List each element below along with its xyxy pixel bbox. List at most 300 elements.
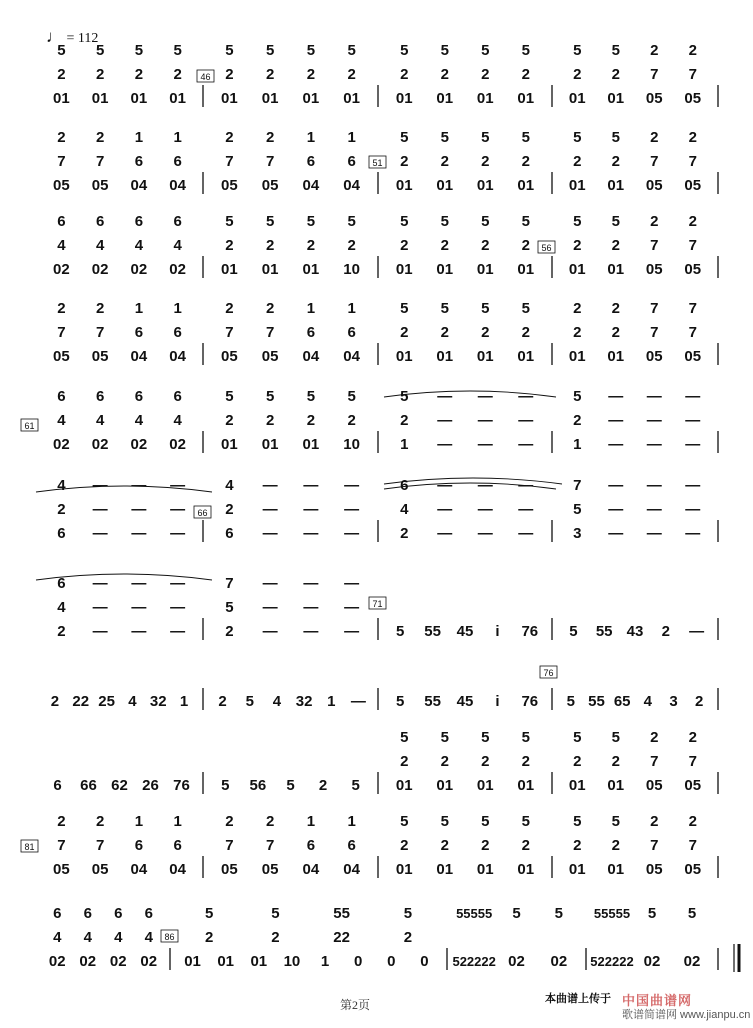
jianpu-note: 5 xyxy=(521,813,530,830)
jianpu-note: 4 xyxy=(57,599,66,616)
jianpu-note: 2 xyxy=(57,623,66,640)
site-url: 歌谱简谱网 www.jianpu.cn xyxy=(622,1009,751,1021)
jianpu-note: — xyxy=(608,525,624,542)
jianpu-note: 2 xyxy=(573,66,582,83)
jianpu-note: 2 xyxy=(50,693,60,710)
jianpu-note: 2 xyxy=(400,412,409,429)
jianpu-note: 5 xyxy=(221,777,230,794)
jianpu-note: 2 xyxy=(400,66,409,83)
jianpu-note: 01 xyxy=(607,861,625,878)
jianpu-note: — xyxy=(262,477,278,494)
jianpu-note: 1 xyxy=(173,300,182,317)
rehearsal-number: 66 xyxy=(197,508,208,518)
jianpu-note: 05 xyxy=(221,177,238,194)
jianpu-note: 02 xyxy=(683,953,701,970)
jianpu-note: 62 xyxy=(111,777,128,794)
jianpu-note: 01 xyxy=(476,777,494,794)
jianpu-note: 2 xyxy=(400,324,409,341)
jianpu-note: 5 xyxy=(521,129,530,146)
jianpu-note: 76 xyxy=(521,693,539,710)
jianpu-note: 7 xyxy=(688,324,697,341)
jianpu-note: 2 xyxy=(688,42,697,59)
jianpu-note: 2 xyxy=(573,412,582,429)
jianpu-note: 6 xyxy=(347,153,356,170)
jianpu-note: 2 xyxy=(347,412,356,429)
jianpu-note: 5 xyxy=(347,42,356,59)
jianpu-note: 05 xyxy=(261,861,279,878)
jianpu-note: 01 xyxy=(568,177,586,194)
jianpu-note: 2 xyxy=(173,66,182,83)
jianpu-note: 2 xyxy=(573,324,582,341)
jianpu-note: 3 xyxy=(669,693,678,710)
jianpu-note: 7 xyxy=(650,324,659,341)
jianpu-note: 01 xyxy=(221,261,238,278)
jianpu-note: 01 xyxy=(436,90,454,107)
jianpu-note: — xyxy=(608,412,624,429)
jianpu-note: 6 xyxy=(173,213,182,230)
jianpu-note: 5 xyxy=(400,388,409,405)
jianpu-note: — xyxy=(92,477,108,494)
jianpu-note: 01 xyxy=(436,348,454,365)
jianpu-note: 2 xyxy=(95,813,105,830)
jianpu-note: 01 xyxy=(436,261,454,278)
jianpu-note: 2 xyxy=(57,129,66,146)
jianpu-note: 05 xyxy=(91,177,109,194)
jianpu-note: 2 xyxy=(57,300,66,317)
jianpu-note: 0 xyxy=(354,953,363,970)
jianpu-note: — xyxy=(685,412,701,429)
jianpu-note: 2 xyxy=(225,300,234,317)
jianpu-note: 2 xyxy=(400,237,409,254)
jianpu-note: 55555 xyxy=(456,906,493,921)
jianpu-note: 02 xyxy=(169,436,186,453)
jianpu-note: 5 xyxy=(440,213,449,230)
jianpu-note: — xyxy=(685,525,701,542)
jianpu-note: 1 xyxy=(347,129,356,146)
jianpu-note: — xyxy=(608,388,624,405)
jianpu-note: 6 xyxy=(173,837,182,854)
jianpu-note: 5 xyxy=(347,213,356,230)
jianpu-note: 2 xyxy=(225,66,234,83)
jianpu-note: — xyxy=(262,501,278,518)
jianpu-note: 01 xyxy=(517,348,535,365)
jianpu-note: 02 xyxy=(140,953,158,970)
jianpu-note: 5 xyxy=(265,388,275,405)
jianpu-note: 2 xyxy=(650,42,659,59)
rehearsal-mark xyxy=(540,666,557,678)
jianpu-note: 7 xyxy=(95,324,105,341)
jianpu-note: — xyxy=(170,599,186,616)
jianpu-note: — xyxy=(131,599,147,616)
jianpu-note: 4 xyxy=(95,412,105,429)
rehearsal-number: 71 xyxy=(372,599,383,609)
jianpu-note: 7 xyxy=(688,300,697,317)
jianpu-note: 2 xyxy=(650,813,659,830)
jianpu-note: 05 xyxy=(684,261,702,278)
jianpu-note: 2 xyxy=(611,153,620,170)
jianpu-note: 2 xyxy=(694,693,704,710)
jianpu-note: — xyxy=(608,501,624,518)
jianpu-note: 5 xyxy=(573,813,582,830)
jianpu-note: 2 xyxy=(650,129,659,146)
jianpu-note: 2 xyxy=(661,623,670,640)
jianpu-note: 01 xyxy=(395,861,413,878)
jianpu-note: 6 xyxy=(173,153,182,170)
jianpu-note: — xyxy=(477,477,493,494)
jianpu-note: 2 xyxy=(95,300,105,317)
jianpu-note: 05 xyxy=(53,177,70,194)
jianpu-note: — xyxy=(92,575,108,592)
jianpu-note: 2 xyxy=(688,729,697,746)
jianpu-note: — xyxy=(685,477,701,494)
jianpu-note: 01 xyxy=(250,953,268,970)
page-number: 第2页 xyxy=(340,998,371,1012)
jianpu-note: 4 xyxy=(57,477,66,494)
jianpu-note: 5 xyxy=(521,729,530,746)
jianpu-note: 1 xyxy=(400,436,409,453)
jianpu-note: — xyxy=(477,388,493,405)
jianpu-note: — xyxy=(170,477,186,494)
jianpu-note: 7 xyxy=(688,237,697,254)
jianpu-note: 01 xyxy=(343,90,360,107)
jianpu-note: — xyxy=(262,623,278,640)
jianpu-note: 6 xyxy=(134,324,144,341)
jianpu-note: 5 xyxy=(481,300,490,317)
jianpu-note: i xyxy=(495,693,500,710)
jianpu-note: — xyxy=(262,599,278,616)
jianpu-note: — xyxy=(646,525,662,542)
jianpu-note: 2 xyxy=(611,237,620,254)
jianpu-note: 6 xyxy=(400,477,409,494)
jianpu-note: 5 xyxy=(400,213,409,230)
jianpu-note: 04 xyxy=(302,348,320,365)
jianpu-note: 05 xyxy=(645,177,663,194)
jianpu-note: 04 xyxy=(130,861,148,878)
rehearsal-mark xyxy=(369,156,386,168)
jianpu-note: 5 xyxy=(481,729,490,746)
jianpu-note: 76 xyxy=(173,777,190,794)
jianpu-note: 5 xyxy=(573,42,582,59)
jianpu-note: 01 xyxy=(568,348,586,365)
jianpu-note: 2 xyxy=(440,66,449,83)
jianpu-note: 01 xyxy=(517,177,535,194)
jianpu-note: — xyxy=(131,623,147,640)
jianpu-note: 5 xyxy=(440,42,449,59)
jianpu-note: 5 xyxy=(271,905,280,922)
jianpu-note: 02 xyxy=(53,261,70,278)
jianpu-note: 2 xyxy=(688,813,697,830)
jianpu-note: 6 xyxy=(225,525,234,542)
jianpu-note: 43 xyxy=(626,623,644,640)
jianpu-note: 4 xyxy=(643,693,653,710)
jianpu-note: 01 xyxy=(302,90,320,107)
jianpu-note: 5 xyxy=(400,729,409,746)
jianpu-note: 2 xyxy=(95,66,105,83)
jianpu-note: 01 xyxy=(476,861,494,878)
jianpu-note: 2 xyxy=(271,929,280,946)
jianpu-note: — xyxy=(344,501,360,518)
jianpu-note: 02 xyxy=(48,953,66,970)
jianpu-note: 01 xyxy=(395,777,413,794)
rehearsal-mark xyxy=(197,70,214,82)
jianpu-note: 01 xyxy=(476,90,494,107)
jianpu-note: 22 xyxy=(72,693,90,710)
jianpu-note: 04 xyxy=(343,861,360,878)
jianpu-note: 1 xyxy=(347,813,356,830)
jianpu-note: — xyxy=(170,525,186,542)
jianpu-note: 05 xyxy=(645,261,663,278)
jianpu-note: 01 xyxy=(184,953,201,970)
jianpu-note: 5 xyxy=(521,42,530,59)
jianpu-note: 5 xyxy=(573,388,582,405)
jianpu-note: 2 xyxy=(204,929,214,946)
jianpu-note: 2 xyxy=(225,813,234,830)
jianpu-note: — xyxy=(608,436,624,453)
jianpu-note: 1 xyxy=(320,953,330,970)
jianpu-note: 5 xyxy=(245,693,254,710)
rehearsal-number: 56 xyxy=(541,243,552,253)
jianpu-note: 2 xyxy=(481,153,490,170)
jianpu-note: 5 xyxy=(396,623,405,640)
jianpu-note: 05 xyxy=(221,861,238,878)
jianpu-note: 4 xyxy=(57,412,66,429)
rehearsal-number: 51 xyxy=(372,158,383,168)
jianpu-note: 05 xyxy=(91,861,109,878)
jianpu-note: 01 xyxy=(568,90,586,107)
jianpu-note: 04 xyxy=(343,348,360,365)
jianpu-note: 5 xyxy=(306,42,316,59)
jianpu-note: 2 xyxy=(306,412,316,429)
jianpu-note: 6 xyxy=(57,525,66,542)
jianpu-note: 5 xyxy=(521,213,530,230)
jianpu-note: 5 xyxy=(225,42,234,59)
jianpu-note: 26 xyxy=(142,777,159,794)
jianpu-note: 7 xyxy=(265,837,275,854)
jianpu-note: 32 xyxy=(149,693,167,710)
jianpu-note: 6 xyxy=(114,905,123,922)
jianpu-note: 01 xyxy=(476,177,494,194)
jianpu-note: — xyxy=(437,501,453,518)
jianpu-note: 2 xyxy=(400,837,409,854)
jianpu-note: — xyxy=(131,525,147,542)
jianpu-note: 5 xyxy=(265,213,275,230)
tempo-marking xyxy=(46,27,98,47)
jianpu-note: 1 xyxy=(347,300,356,317)
jianpu-note: — xyxy=(477,525,493,542)
jianpu-note: 6 xyxy=(306,324,316,341)
jianpu-note: 7 xyxy=(650,300,659,317)
jianpu-note: 4 xyxy=(57,237,66,254)
jianpu-note: 1 xyxy=(134,129,144,146)
jianpu-note: 2 xyxy=(400,525,409,542)
jianpu-note: 01 xyxy=(517,90,535,107)
jianpu-note: 01 xyxy=(221,90,238,107)
jianpu-note: 05 xyxy=(91,348,109,365)
jianpu-note: 01 xyxy=(53,90,70,107)
jianpu-note: 2 xyxy=(440,324,449,341)
jianpu-note: — xyxy=(685,436,701,453)
jianpu-note: — xyxy=(437,436,453,453)
jianpu-note: 2 xyxy=(440,237,449,254)
jianpu-note: 0 xyxy=(387,953,396,970)
jianpu-note: 2 xyxy=(440,753,449,770)
jianpu-note: 01 xyxy=(261,261,279,278)
jianpu-note: 2 xyxy=(265,412,275,429)
jianpu-note: 2 xyxy=(481,753,490,770)
jianpu-note: — xyxy=(170,623,186,640)
jianpu-note: 2 xyxy=(521,324,530,341)
jianpu-note: 5 xyxy=(225,213,234,230)
jianpu-note: 5 xyxy=(566,693,576,710)
jianpu-note: 5 xyxy=(400,813,409,830)
jianpu-note: 6 xyxy=(173,324,182,341)
jianpu-note: 5 xyxy=(440,813,449,830)
jianpu-note: 7 xyxy=(57,324,66,341)
jianpu-note: 55 xyxy=(424,693,441,710)
jianpu-note: 5 xyxy=(611,42,620,59)
jianpu-note: 2 xyxy=(57,501,66,518)
jianpu-note: 4 xyxy=(173,412,182,429)
jianpu-note: 10 xyxy=(283,953,301,970)
jianpu-note: 7 xyxy=(265,153,275,170)
jianpu-note: 5 xyxy=(481,813,490,830)
jianpu-note: 5 xyxy=(573,129,582,146)
jianpu-note: 5 xyxy=(647,905,657,922)
jianpu-note: 2 xyxy=(134,66,144,83)
jianpu-note: 1 xyxy=(573,436,582,453)
jianpu-note: 6 xyxy=(53,905,62,922)
jianpu-note: 05 xyxy=(684,90,702,107)
jianpu-note: 5 xyxy=(440,729,449,746)
jianpu-note: 01 xyxy=(395,90,413,107)
jianpu-note: 04 xyxy=(302,861,320,878)
jianpu-note: 2 xyxy=(521,753,530,770)
jianpu-note: 01 xyxy=(91,90,109,107)
jianpu-note: 2 xyxy=(440,837,449,854)
jianpu-note: 7 xyxy=(688,837,697,854)
jianpu-note: 2 xyxy=(57,813,66,830)
jianpu-note: 01 xyxy=(302,436,320,453)
jianpu-note: 2 xyxy=(265,66,275,83)
jianpu-note: 02 xyxy=(643,953,661,970)
jianpu-note: 6 xyxy=(57,575,66,592)
jianpu-note: 6 xyxy=(134,837,144,854)
jianpu-note: 7 xyxy=(650,153,659,170)
jianpu-note: 7 xyxy=(95,837,105,854)
jianpu-note: 5 xyxy=(512,905,521,922)
jianpu-note: 01 xyxy=(436,777,454,794)
jianpu-note: 02 xyxy=(53,436,70,453)
jianpu-note: 01 xyxy=(395,348,413,365)
jianpu-note: — xyxy=(92,599,108,616)
jianpu-note: — xyxy=(518,388,534,405)
jianpu-note: 3 xyxy=(573,525,582,542)
jianpu-note: 02 xyxy=(91,436,109,453)
jianpu-note: 5 xyxy=(225,388,234,405)
jianpu-note: 5 xyxy=(573,729,582,746)
jianpu-note: 5 xyxy=(286,777,295,794)
rehearsal-number: 46 xyxy=(200,72,211,82)
jianpu-note: 01 xyxy=(221,436,238,453)
jianpu-note: 6 xyxy=(134,388,144,405)
jianpu-note: 05 xyxy=(645,777,663,794)
jianpu-note: 5 xyxy=(611,813,620,830)
jianpu-note: 0 xyxy=(420,953,429,970)
rehearsal-number: 61 xyxy=(24,421,35,431)
jianpu-note: 2 xyxy=(481,837,490,854)
jianpu-note: 66 xyxy=(80,777,97,794)
jianpu-note: — xyxy=(170,575,186,592)
jianpu-note: 5 xyxy=(396,693,405,710)
jianpu-note: 5 xyxy=(611,129,620,146)
jianpu-note: 2 xyxy=(225,501,234,518)
jianpu-note: 5 xyxy=(521,300,530,317)
jianpu-note: 5 xyxy=(134,42,144,59)
jianpu-note: 2 xyxy=(481,324,490,341)
jianpu-note: 01 xyxy=(436,861,454,878)
jianpu-note: 5 xyxy=(400,129,409,146)
jianpu-note: 5 xyxy=(306,388,316,405)
rehearsal-mark xyxy=(538,241,555,253)
jianpu-note: 4 xyxy=(225,477,234,494)
jianpu-note: 5 xyxy=(400,42,409,59)
jianpu-note: 56 xyxy=(249,777,267,794)
jianpu-note: — xyxy=(518,477,534,494)
rehearsal-mark xyxy=(21,840,38,852)
jianpu-note: — xyxy=(518,501,534,518)
site-watermark: 中国曲谱网 xyxy=(622,993,693,1008)
jianpu-note: — xyxy=(518,436,534,453)
jianpu-note: 01 xyxy=(476,348,494,365)
jianpu-note: 6 xyxy=(134,153,144,170)
jianpu-note: 04 xyxy=(169,348,186,365)
jianpu-note: 01 xyxy=(169,90,186,107)
jianpu-note: 5 xyxy=(481,213,490,230)
jianpu-note: 7 xyxy=(688,153,697,170)
jianpu-note: — xyxy=(92,501,108,518)
rehearsal-mark xyxy=(194,506,211,518)
jianpu-note: 01 xyxy=(217,953,235,970)
jianpu-note: — xyxy=(685,388,701,405)
jianpu-note: — xyxy=(131,575,147,592)
jianpu-note: 01 xyxy=(568,861,586,878)
jianpu-note: 1 xyxy=(327,693,336,710)
jianpu-note: — xyxy=(92,623,108,640)
jianpu-note: 6 xyxy=(57,213,66,230)
jianpu-note: 2 xyxy=(440,153,449,170)
jianpu-note: — xyxy=(477,501,493,518)
jianpu-note: 2 xyxy=(306,66,316,83)
jianpu-note: 2 xyxy=(481,66,490,83)
jianpu-note: 1 xyxy=(179,693,189,710)
jianpu-note: 4 xyxy=(53,929,62,946)
jianpu-note: 2 xyxy=(347,237,356,254)
jianpu-note: 2 xyxy=(265,300,275,317)
jianpu-note: 1 xyxy=(306,813,316,830)
jianpu-note: 05 xyxy=(261,348,279,365)
jianpu-note: 01 xyxy=(607,177,625,194)
jianpu-note: 7 xyxy=(225,324,234,341)
jianpu-note: — xyxy=(477,436,493,453)
jianpu-note: 01 xyxy=(517,777,535,794)
jianpu-note: 5 xyxy=(687,905,697,922)
jianpu-note: 05 xyxy=(645,90,663,107)
jianpu-note: 7 xyxy=(57,837,66,854)
jianpu-note: 02 xyxy=(130,261,148,278)
jianpu-note: — xyxy=(518,412,534,429)
jianpu-note: — xyxy=(262,575,278,592)
jianpu-note: — xyxy=(303,477,319,494)
